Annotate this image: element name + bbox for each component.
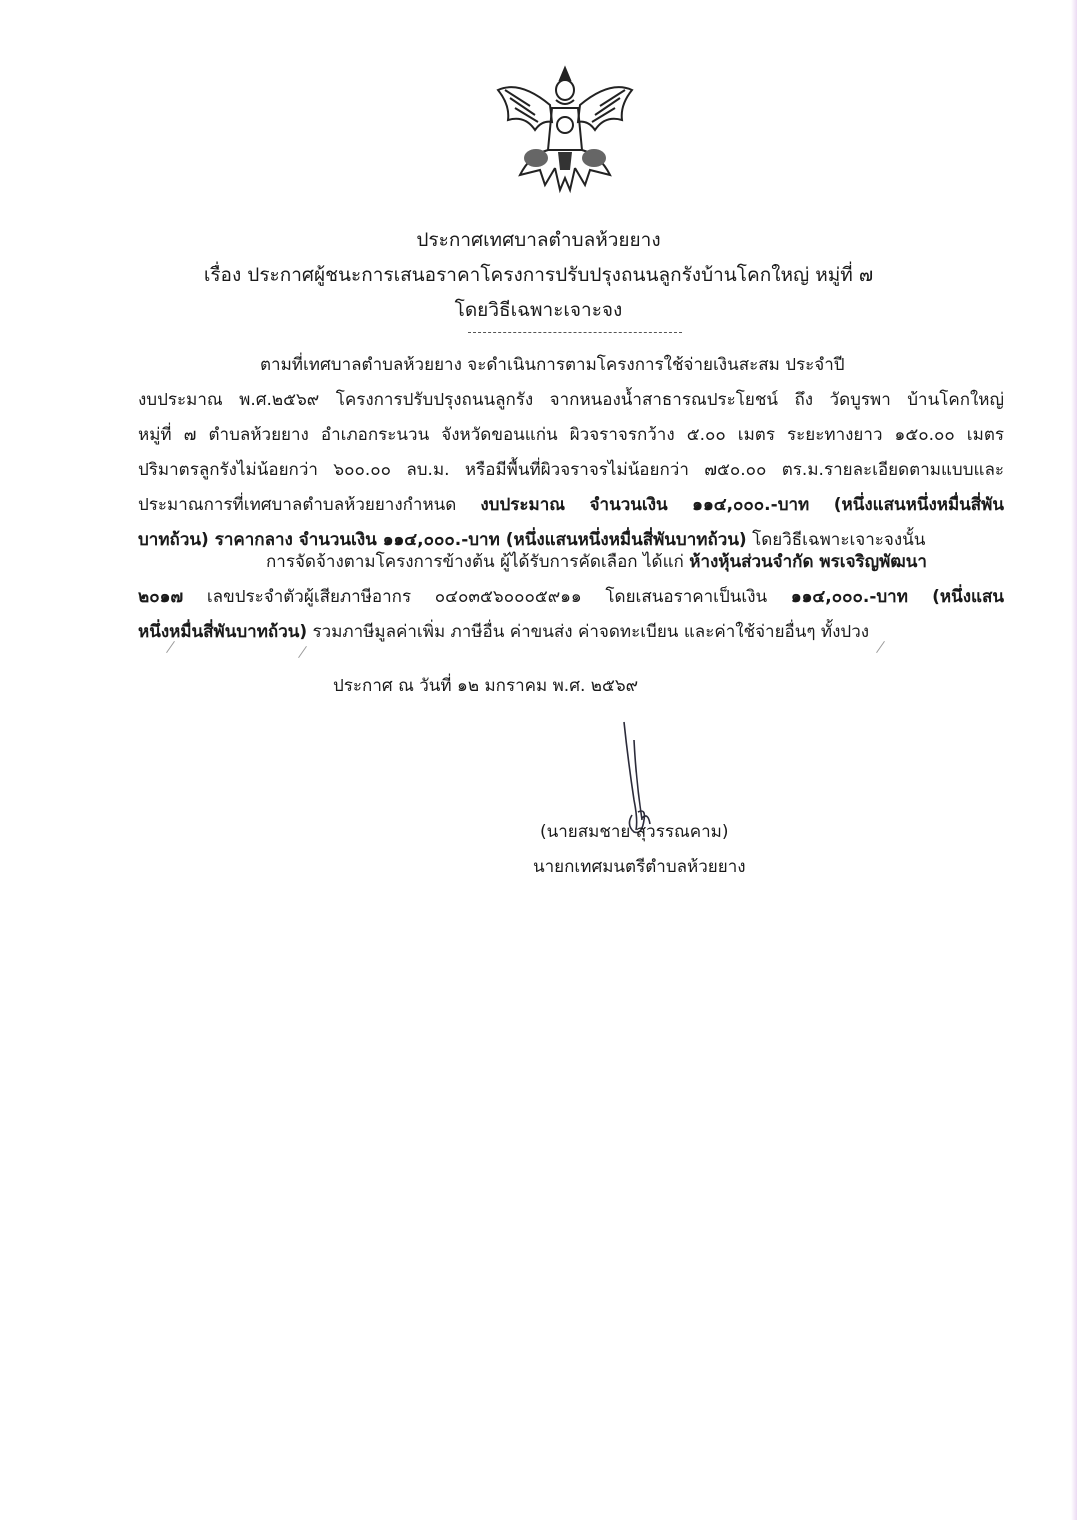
garuda-emblem-icon bbox=[490, 60, 640, 195]
procurement-method: โดยวิธีเฉพาะเจาะจง bbox=[454, 299, 623, 321]
winning-bid-amount: ๑๑๔,๐๐๐.-บาท (หนึ่งแสน bbox=[790, 587, 1004, 607]
paragraph-line bbox=[138, 580, 1004, 615]
text-segment: โดยวิธีเฉพาะเจาะจงนั้น bbox=[746, 530, 926, 550]
median-price: บาทถ้วน) ราคากลาง จำนวนเงิน ๑๑๔,๐๐๐.-บาท (หนึ่งแสนหนึ่งหมื่นสี่พันบาทถ้วน) bbox=[138, 530, 747, 550]
announcement-subject: เรื่อง ประกาศผู้ชนะการเสนอราคาโครงการปรับปรุงถนนลูกรังบ้านโคกใหญ่ หมู่ที่ ๗ bbox=[203, 264, 874, 286]
paragraph-project-details bbox=[138, 348, 1004, 558]
text-segment: รวมภาษีมูลค่าเพิ่ม ภาษีอื่น ค่าขนส่ง ค่าจดทะเบียน และค่าใช้จ่ายอื่นๆ ทั้งปวง bbox=[307, 622, 870, 642]
text-segment: ประมาณการที่เทศบาลตำบลห้วยยางกำหนด bbox=[138, 495, 481, 515]
paragraph-line: ปริมาตรลูกรังไม่น้อยกว่า ๖๐๐.๐๐ ลบ.ม. หรือมีพื้นที่ผิวจราจรไม่น้อยกว่า ๗๕๐.๐๐ ตร.ม.รายละเอียดตามแบบและ bbox=[138, 460, 1004, 480]
paragraph-line: หมู่ที่ ๗ ตำบลห้วยยาง อำเภอกระนวน จังหวัดขอนแก่น ผิวจราจรกว้าง ๕.๐๐ เมตร ระยะทางยาว ๑๕๐.๐๐ เมตร bbox=[138, 425, 1004, 445]
announcement-heading: ประกาศเทศบาลตำบลห้วยยาง bbox=[416, 229, 661, 251]
paragraph-line bbox=[138, 488, 1004, 523]
tax-id-text: เลขประจำตัวผู้เสียภาษีอากร ๐๔๐๓๕๖๐๐๐๕๙๑๑ โดยเสนอราคาเป็นเงิน bbox=[183, 587, 791, 607]
paragraph-line: งบประมาณ พ.ศ.๒๕๖๙ โครงการปรับปรุงถนนลูกรัง จากหนองน้ำสาธารณประโยชน์ ถึง วัดบูรพา บ้านโคกใหญ่ bbox=[138, 390, 1004, 410]
text-segment: การจัดจ้างตามโครงการข้างต้น ผู้ได้รับการคัดเลือก ได้แก่ bbox=[266, 552, 690, 572]
announcement-date: ประกาศ ณ วันที่ ๑๒ มกราคม พ.ศ. ๒๕๖๙ bbox=[333, 676, 639, 696]
budget-amount: งบประมาณ จำนวนเงิน ๑๑๔,๐๐๐.-บาท (หนึ่งแสนหนึ่งหมื่นสี่พัน bbox=[480, 495, 1004, 515]
paragraph-winner-details bbox=[138, 545, 1004, 650]
paragraph-line bbox=[138, 545, 1004, 580]
paragraph-line: ตามที่เทศบาลตำบลห้วยยาง จะดำเนินการตามโครงการใช้จ่ายเงินสะสม ประจำปี bbox=[260, 355, 845, 375]
heading-divider bbox=[468, 332, 682, 333]
winning-bid-words: หนึ่งหมื่นสี่พันบาทถ้วน) bbox=[138, 622, 308, 642]
winner-company: ห้างหุ้นส่วนจำกัด พรเจริญพัฒนา bbox=[689, 552, 927, 572]
signer-name: (นายสมชาย สุวรรณคาม) bbox=[540, 822, 729, 842]
signer-title: นายกเทศมนตรีตำบลห้วยยาง bbox=[533, 857, 746, 877]
winner-company-suffix: ๒๐๑๗ bbox=[138, 587, 184, 607]
paragraph-line bbox=[138, 615, 1004, 650]
